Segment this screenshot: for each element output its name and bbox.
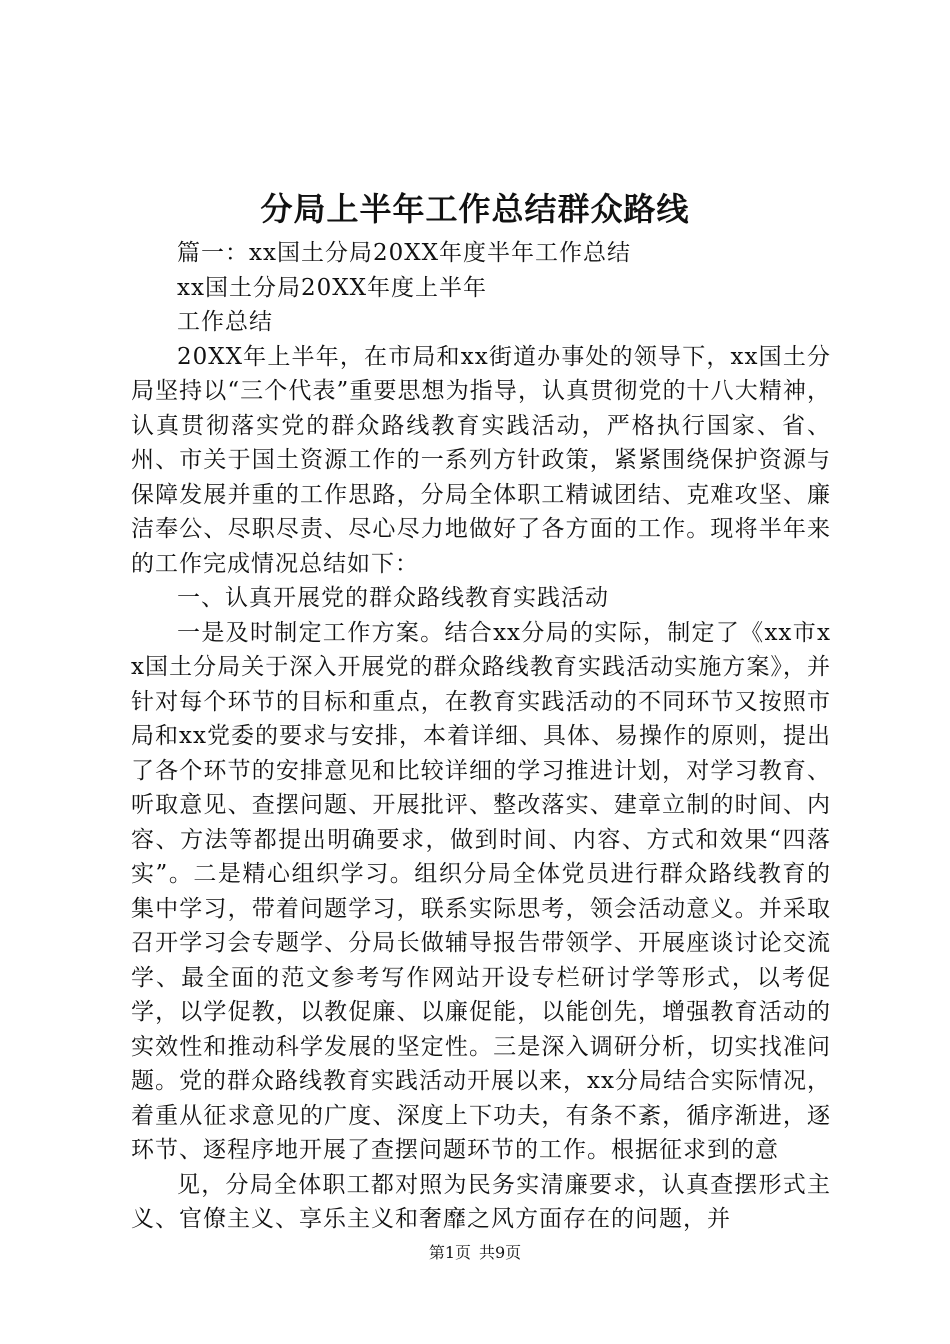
paragraph-section-1: 一是及时制定工作方案。结合xx分局的实际，制定了《xx市xx国土分局关于深入开展党的群众路线教育实践活动实施方案》，并针对每个环节的目标和重点，在教育实践活动的不同环节又按照市局和xx党委的要求与安排，本着详细、具体、易操作的原则，提出了各个环节的安排意见和比较详细的学习推进计划，对学习教育、听取意见、查摆问题、开展批评、整改落实、建章立制的时间、内容、方法等都提出明确要求，做到时间、内容、方式和效果“四落实”。二是精心组织学习。组织分局全体党员进行群众路线教育的集中学习，带着问题学习，联系实际思考，领会活动意义。并采取召开学习会专题学、分局长做辅导报告带领学、开展座谈讨论交流学、最全面的范文参考写作网站开设专栏研讨学等形式，以考促学，以学促教，以教促廉、以廉促能，以能创先，增强教育活动的实效性和推动科学发展的坚定性。三是深入调研分析，切实找准问题。党的群众路线教育实践活动开展以来，xx分局结合实际情况，着重从征求意见的广度、深度上下功夫，有条不紊，循序渐进，逐环节、逐程序地开展了查摆问题环节的工作。根据征求到的意: [131, 619, 831, 1163]
paragraph-subtitle: xx国土分局20XX年度上半年: [177, 274, 487, 301]
page-number: 第1页: [428, 1243, 471, 1262]
document-title: 分局上半年工作总结群众路线: [260, 190, 690, 228]
page-total: 共9页: [479, 1243, 522, 1262]
paragraph-subtitle-2: 工作总结: [177, 309, 273, 335]
paragraph-article-heading: 篇一：xx国土分局20XX年度半年工作总结: [177, 240, 631, 266]
document-body: [131, 236, 831, 1237]
paragraph-continued: 见，分局全体职工都对照为民务实清廉要求，认真查摆形式主义、官僚主义、享乐主义和奢靡之风方面存在的问题，并: [131, 1171, 831, 1232]
page-footer: [0, 1242, 950, 1264]
paragraph-intro: 20XX年上半年，在市局和xx街道办事处的领导下，xx国土分局坚持以“三个代表”重要思想为指导，认真贯彻党的十八大精神，认真贯彻落实党的群众路线教育实践活动，严格执行国家、省、州、市关于国土资源工作的一系列方针政策，紧紧围绕保护资源与保障发展并重的工作思路，分局全体职工精诚团结、克难攻坚、廉洁奉公、尽职尽责、尽心尽力地做好了各方面的工作。现将半年来的工作完成情况总结如下：: [131, 343, 831, 577]
section-heading: 一、认真开展党的群众路线教育实践活动: [177, 585, 609, 611]
